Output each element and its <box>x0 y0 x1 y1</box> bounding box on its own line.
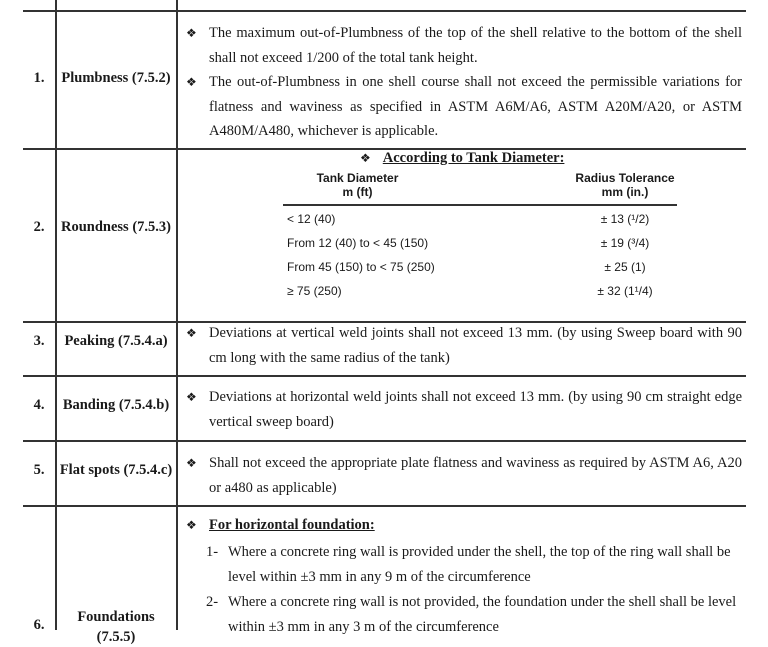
row-number: 4. <box>33 397 45 413</box>
item-text: Where a concrete ring wall is provided under the shell, the top of the ring wall shall be level within ±3 mm in any 9 m of the circumference <box>228 544 731 585</box>
numbered-item <box>186 590 742 640</box>
item-number: 1- <box>206 544 219 560</box>
row-divider <box>23 505 746 507</box>
bullet-item <box>186 70 742 144</box>
row-label: Peaking (7.5.4.a) <box>64 333 168 349</box>
row-content <box>186 321 742 370</box>
row-number: 2. <box>33 219 45 235</box>
column-header <box>290 171 425 199</box>
bullet-item <box>186 321 742 370</box>
column-divider <box>55 0 57 630</box>
table-cell: ± 13 (¹/2) <box>600 212 650 226</box>
row-number: 6. <box>33 617 45 633</box>
table-cell: ≥ 75 (250) <box>287 284 342 298</box>
item-text: Where a concrete ring wall is not provided, the foundation under the shell shall be level within ±3 mm in any 3 m of the circumference <box>228 594 737 635</box>
diamond-bullet-icon: ❖ <box>186 518 197 532</box>
row-content <box>186 513 742 640</box>
header-line: Tank Diameter <box>316 171 399 185</box>
section-title: According to Tank Diameter: <box>382 150 565 166</box>
row-divider <box>23 10 746 12</box>
row-label: Flat spots (7.5.4.c) <box>59 462 173 478</box>
bullet-text: The maximum out-of-Plumbness of the top of the shell relative to the bottom of the shell shall not exceed 1/200 of the total tank height. <box>209 25 742 66</box>
bullet-item <box>186 21 742 70</box>
section-heading <box>186 513 742 538</box>
row-divider <box>23 375 746 377</box>
row-divider <box>23 440 746 442</box>
row-content <box>186 451 742 500</box>
diamond-bullet-icon: ❖ <box>186 390 197 404</box>
row-label: Banding (7.5.4.b) <box>62 397 170 413</box>
table-cell: < 12 (40) <box>287 212 336 226</box>
header-line: Radius Tolerance <box>575 171 675 185</box>
table-cell: ± 25 (1) <box>604 260 646 274</box>
row-label <box>57 607 175 647</box>
bullet-text: Shall not exceed the appropriate plate flatness and waviness as required by ASTM A6, A20 or a480 as applicable) <box>209 455 742 496</box>
bullet-item <box>186 385 742 434</box>
header-rule <box>283 204 677 206</box>
column-header <box>560 171 690 199</box>
label-line: Foundations <box>77 609 155 625</box>
table-cell: From 45 (150) to < 75 (250) <box>287 260 435 274</box>
diamond-bullet-icon: ❖ <box>186 326 197 340</box>
row-number: 3. <box>33 333 45 349</box>
diamond-bullet-icon: ❖ <box>186 456 197 470</box>
diameter-column <box>287 207 435 303</box>
numbered-item <box>186 540 742 590</box>
tolerance-title <box>360 148 564 168</box>
header-line: mm (in.) <box>601 185 649 199</box>
row-number: 5. <box>33 462 45 478</box>
item-number: 2- <box>206 594 219 610</box>
bullet-item <box>186 451 742 500</box>
label-line: (7.5.5) <box>96 629 136 645</box>
section-title: For horizontal foundation: <box>209 517 375 533</box>
table-cell: From 12 (40) to < 45 (150) <box>287 236 429 250</box>
bullet-text: The out-of-Plumbness in one shell course shall not exceed the permissible variations for flatness and waviness as specified in ASTM A6M/A6, ASTM A20M/A20, or ASTM A480M/A480, whichever is applicable. <box>209 74 742 139</box>
diamond-bullet-icon: ❖ <box>186 26 197 40</box>
diamond-bullet-icon: ❖ <box>360 151 371 165</box>
table-cell: ± 19 (³/4) <box>600 236 650 250</box>
row-content <box>186 385 742 434</box>
row-content <box>186 21 742 144</box>
column-divider <box>176 0 178 630</box>
bullet-text: Deviations at horizontal weld joints shall not exceed 13 mm. (by using 90 cm straight edge vertical sweep board) <box>209 389 742 430</box>
table-cell: ± 32 (1¹/4) <box>597 284 653 298</box>
row-label: Plumbness (7.5.2) <box>61 70 171 86</box>
header-line: m (ft) <box>342 185 373 199</box>
row-number: 1. <box>33 70 45 86</box>
bullet-text: Deviations at vertical weld joints shall not exceed 13 mm. (by using Sweep board with 90 cm long with the same radius of the tank) <box>209 325 742 366</box>
tolerance-column <box>575 207 675 303</box>
diamond-bullet-icon: ❖ <box>186 75 197 89</box>
row-label: Roundness (7.5.3) <box>61 219 171 235</box>
